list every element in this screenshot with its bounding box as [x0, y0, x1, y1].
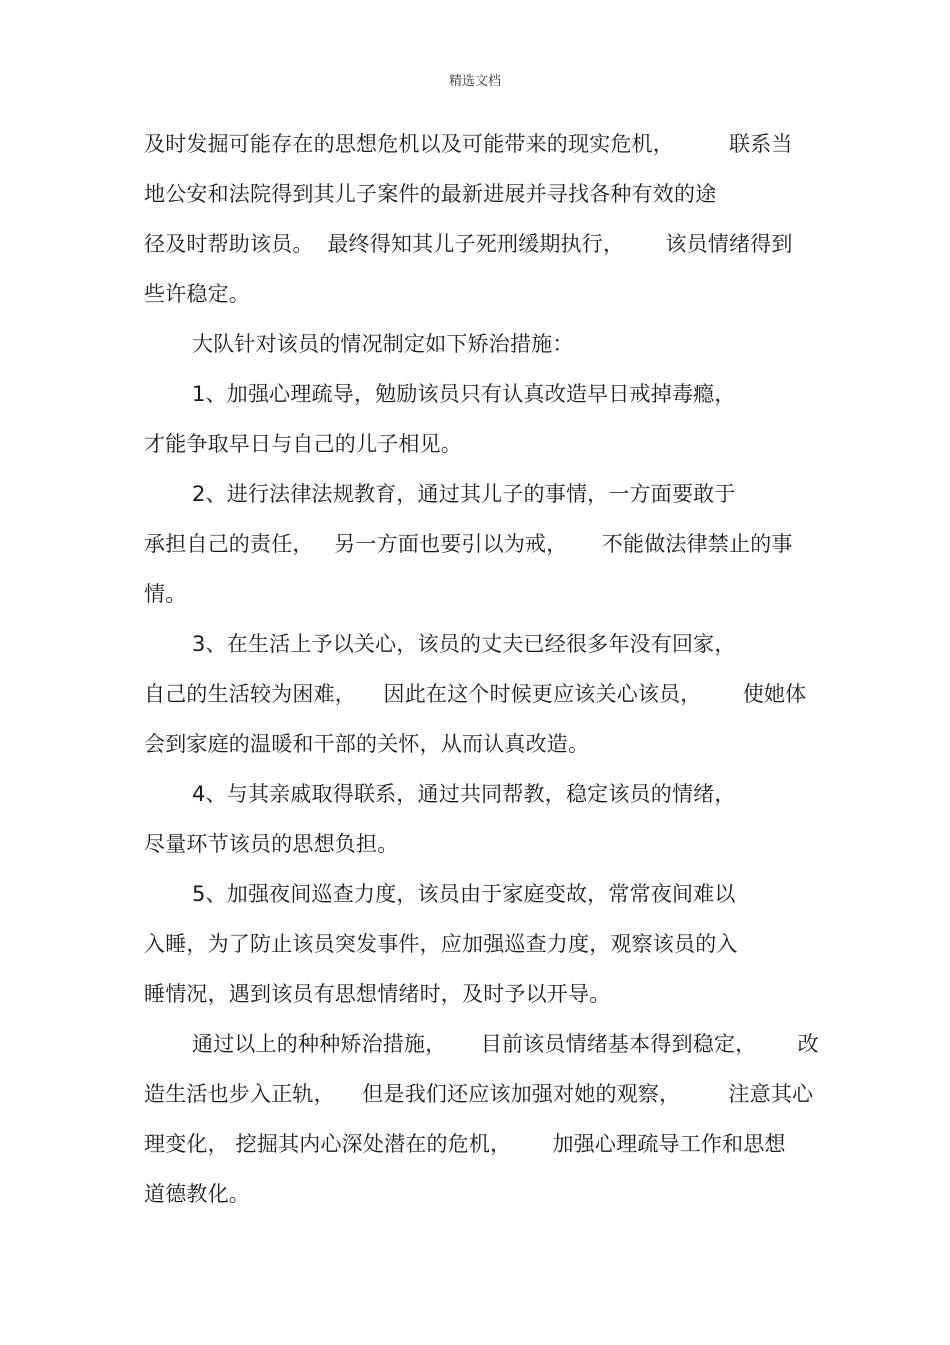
text-line-19: 通过以上的种种矫治措施， 目前该员情绪基本得到稳定， 改 — [192, 1032, 819, 1056]
text-line-3: 径及时帮助该员。 最终得知其儿子死刑缓期执行， 该员情绪得到 — [144, 232, 793, 256]
text-line-12: 自己的生活较为困难， 因此在这个时候更应该关心该员， 使她体 — [144, 682, 807, 706]
text-line-16: 5、加强夜间巡查力度，该员由于家庭变故，常常夜间难以 — [192, 882, 736, 906]
text-line-17: 入睡，为了防止该员突发事件，应加强巡查力度，观察该员的入 — [144, 932, 738, 956]
text-line-11: 3、在生活上予以关心，该员的丈夫已经很多年没有回家， — [192, 632, 736, 656]
document-body — [144, 122, 819, 1222]
text-line-14: 4、与其亲戚取得联系，通过共同帮教，稳定该员的情绪， — [192, 782, 736, 806]
text-line-21: 理变化， 挖掘其内心深处潜在的危机， 加强心理疏导工作和思想 — [144, 1132, 786, 1156]
text-line-7: 才能争取早日与自己的儿子相见。 — [144, 432, 462, 456]
text-line-18: 睡情况，遇到该员有思想情绪时，及时予以开导。 — [144, 982, 611, 1006]
text-line-5: 大队针对该员的情况制定如下矫治措施： — [192, 332, 574, 356]
text-line-22: 道德教化。 — [144, 1182, 250, 1206]
text-line-4: 些许稳定。 — [144, 282, 250, 306]
text-line-8: 2、进行法律法规教育，通过其儿子的事情，一方面要敢于 — [192, 482, 736, 506]
page-header-title: 精选文档 — [448, 74, 501, 89]
text-line-15: 尽量环节该员的思想负担。 — [144, 832, 399, 856]
text-line-20: 造生活也步入正轨， 但是我们还应该加强对她的观察， 注意其心 — [144, 1082, 814, 1106]
text-line-10: 情。 — [144, 582, 187, 606]
text-line-13: 会到家庭的温暖和干部的关怀，从而认真改造。 — [144, 732, 590, 756]
text-line-2: 地公安和法院得到其儿子案件的最新进展并寻找各种有效的途 — [144, 182, 717, 206]
text-line-6: 1、加强心理疏导，勉励该员只有认真改造早日戒掉毒瘾， — [192, 382, 736, 406]
text-line-9: 承担自己的责任， 另一方面也要引以为戒， 不能做法律禁止的事 — [144, 532, 793, 556]
text-line-1: 及时发掘可能存在的思想危机以及可能带来的现实危机， 联系当 — [144, 132, 793, 156]
